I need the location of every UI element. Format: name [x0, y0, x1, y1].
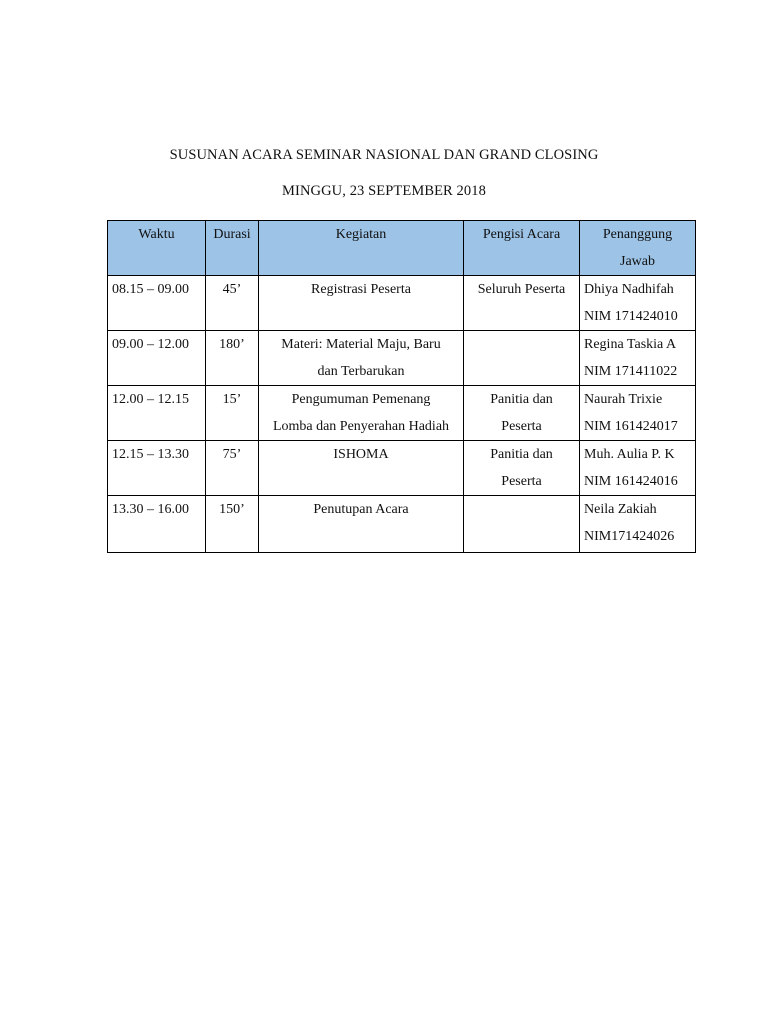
cell-kegiatan — [259, 496, 464, 553]
kegiatan-line-1: Pengumuman Pemenang — [291, 392, 431, 407]
cell-pengisi-acara — [464, 441, 580, 496]
kegiatan-line-1: Penutupan Acara — [313, 502, 409, 517]
pj-name: Naurah Trixie — [584, 392, 663, 407]
cell-pengisi-acara — [464, 276, 580, 331]
pj-nim: NIM 171411022 — [584, 364, 678, 379]
cell-waktu: 08.15 – 09.00 — [108, 276, 206, 331]
pj-nim: NIM 161424017 — [584, 419, 678, 434]
pengisi-line-2: Peserta — [501, 474, 542, 489]
table-row — [108, 386, 696, 441]
cell-durasi: 45’ — [206, 276, 259, 331]
pengisi-line-1: Panitia dan — [490, 392, 553, 407]
pengisi-line-1: Panitia dan — [490, 447, 553, 462]
cell-pengisi-acara — [464, 386, 580, 441]
cell-pengisi-acara — [464, 496, 580, 553]
pengisi-line-2: Peserta — [501, 419, 542, 434]
kegiatan-line-1: Registrasi Peserta — [311, 282, 411, 297]
cell-penanggung-jawab — [580, 331, 696, 386]
cell-penanggung-jawab — [580, 386, 696, 441]
cell-durasi: 180’ — [206, 331, 259, 386]
cell-kegiatan — [259, 386, 464, 441]
pj-name: Regina Taskia A — [584, 337, 677, 352]
table-header-row — [108, 221, 696, 276]
document-date: MINGGU, 23 SEPTEMBER 2018 — [282, 183, 486, 199]
cell-kegiatan — [259, 441, 464, 496]
cell-waktu: 12.15 – 13.30 — [108, 441, 206, 496]
pj-nim: NIM171424026 — [584, 529, 675, 544]
pj-nim: NIM 171424010 — [584, 309, 678, 324]
kegiatan-line-2: dan Terbarukan — [317, 364, 405, 379]
cell-pengisi-acara — [464, 331, 580, 386]
pj-name: Dhiya Nadhifah — [584, 282, 674, 297]
cell-kegiatan — [259, 331, 464, 386]
pj-name: Neila Zakiah — [584, 502, 657, 517]
header-pengisi-acara: Pengisi Acara — [464, 221, 580, 276]
header-pj-line-2: Jawab — [620, 254, 655, 269]
kegiatan-line-1: ISHOMA — [333, 447, 389, 462]
cell-penanggung-jawab — [580, 441, 696, 496]
cell-waktu: 09.00 – 12.00 — [108, 331, 206, 386]
cell-waktu: 13.30 – 16.00 — [108, 496, 206, 553]
header-waktu: Waktu — [108, 221, 206, 276]
header-pj-line-1: Penanggung — [602, 227, 673, 242]
cell-durasi: 15’ — [206, 386, 259, 441]
cell-kegiatan — [259, 276, 464, 331]
document-title: SUSUNAN ACARA SEMINAR NASIONAL DAN GRAND CLOSING — [169, 147, 599, 163]
table-row — [108, 331, 696, 386]
header-kegiatan: Kegiatan — [259, 221, 464, 276]
cell-durasi: 75’ — [206, 441, 259, 496]
schedule-table — [107, 220, 696, 553]
cell-penanggung-jawab — [580, 276, 696, 331]
pj-name: Muh. Aulia P. K — [584, 447, 675, 462]
cell-penanggung-jawab — [580, 496, 696, 553]
kegiatan-line-1: Materi: Material Maju, Baru — [281, 337, 441, 352]
table-row — [108, 496, 696, 553]
pengisi-line-1: Seluruh Peserta — [477, 282, 566, 297]
kegiatan-line-2: Lomba dan Penyerahan Hadiah — [272, 419, 450, 434]
pj-nim: NIM 161424016 — [584, 474, 678, 489]
header-durasi: Durasi — [206, 221, 259, 276]
cell-waktu: 12.00 – 12.15 — [108, 386, 206, 441]
table-row — [108, 276, 696, 331]
table-row — [108, 441, 696, 496]
cell-durasi: 150’ — [206, 496, 259, 553]
header-penanggung-jawab — [580, 221, 696, 276]
